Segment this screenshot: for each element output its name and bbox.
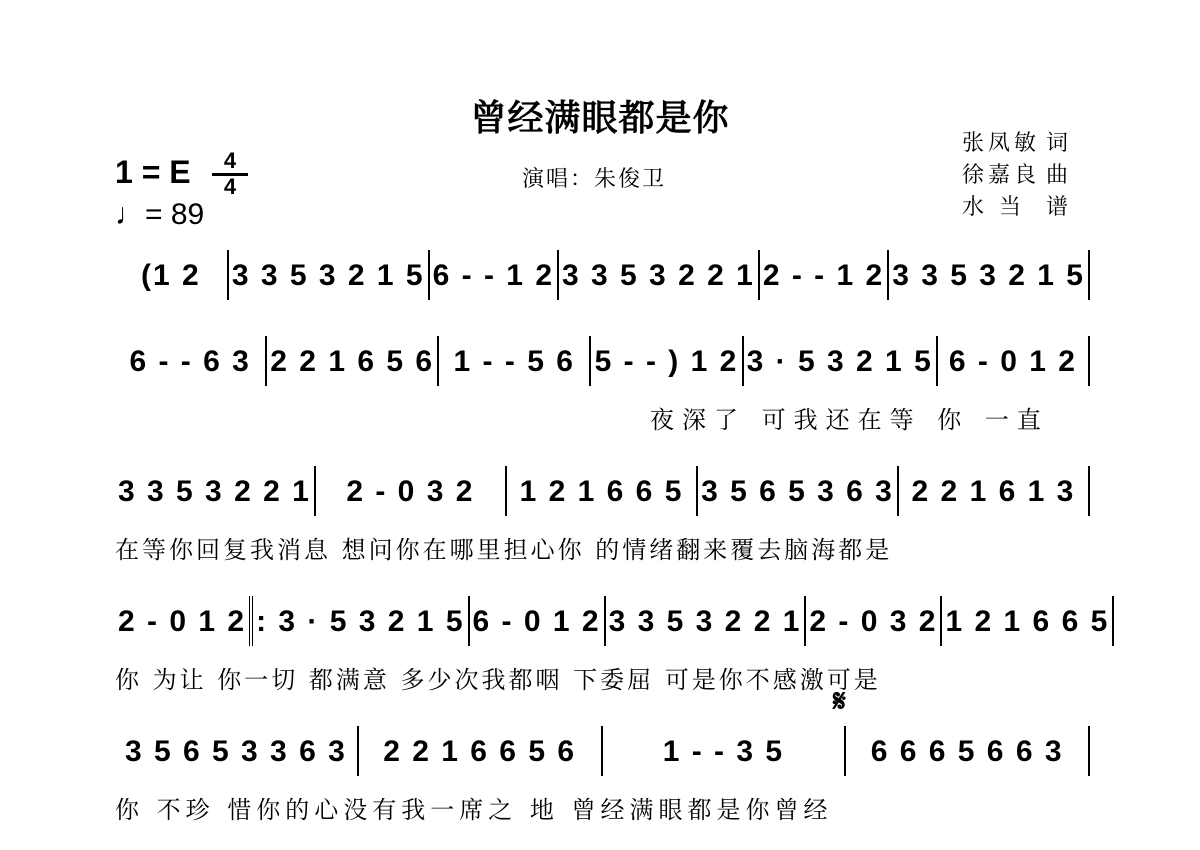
credit-role: 词: [1046, 131, 1069, 156]
measure-notes: 2 2 1 6 6 5 6: [383, 735, 577, 768]
measure: [606, 596, 807, 646]
measure-notes: 6 - 0 1 2: [472, 605, 601, 638]
measure-notes: 1 - - 5 6: [453, 345, 575, 378]
measure-notes: 3 3 5 3 2 2 1: [608, 605, 802, 638]
measure: [603, 726, 847, 776]
measure: [430, 250, 559, 300]
music-system-4: [115, 596, 1110, 646]
singer-credit: 演唱：朱俊卫: [522, 167, 667, 192]
measure-notes: 2 - 0 1 2: [118, 605, 247, 638]
measure-notes: 3 3 5 3 2 2 1: [118, 475, 311, 508]
measure: [899, 466, 1090, 516]
measure-notes: 6 - - 6 3: [129, 345, 251, 378]
measure-notes: 2 - 0 3 2: [809, 605, 938, 638]
measure-notes: 2 - - 1 2: [762, 259, 885, 292]
credit-role: 谱: [1046, 195, 1069, 220]
measure: [115, 466, 316, 516]
measure-notes: 3 5 6 5 3 3 6 3: [124, 735, 347, 768]
measure-notes: 3 3 5 3 2 2 1: [562, 259, 755, 292]
measure-notes: 6 - 0 1 2: [948, 345, 1077, 378]
measure: [115, 596, 253, 646]
credit-role: 曲: [1046, 163, 1069, 188]
measure-notes: 3 3 5 3 2 1 5: [892, 259, 1085, 292]
credits-block: [962, 128, 1076, 224]
credit-lyricist: [962, 128, 1076, 160]
credit-name: 徐嘉良: [962, 163, 1041, 188]
measure-notes: 5 - - ) 1 2: [594, 345, 739, 378]
credit-composer: [962, 160, 1076, 192]
measure: [889, 250, 1090, 300]
measure: [115, 250, 229, 300]
lyrics-line-5: 你 不珍 惜你的心没有我一席之 地 曾经满眼都是你曾经: [115, 796, 833, 824]
measure: [470, 596, 606, 646]
measure: [115, 336, 267, 386]
music-system-5: [115, 726, 1090, 776]
measure-notes: 3 3 5 3 2 1 5: [231, 259, 425, 292]
measure-notes: 2 - 0 3 2: [346, 475, 475, 508]
time-signature-top: 4: [212, 150, 248, 176]
measure: [316, 466, 507, 516]
measure: [359, 726, 603, 776]
credit-name: 张凤敏: [962, 131, 1041, 156]
measure-notes: 1 2 1 6 6 5: [519, 475, 684, 508]
music-system-2: [115, 336, 1090, 386]
measure: [115, 726, 359, 776]
song-title: 曾经满眼都是你: [470, 98, 730, 139]
measure: [938, 336, 1090, 386]
measure-notes: 2 2 1 6 1 3: [911, 475, 1076, 508]
key-signature: 1 = E: [115, 154, 191, 190]
measure-notes: 3 · 5 3 2 1 5: [746, 345, 933, 378]
segno-sign: 𝄋: [833, 684, 846, 719]
measure-notes: 1 - - 3 5: [662, 735, 785, 768]
measure: [253, 596, 469, 646]
lyrics-line-2: 夜深了 可我还在等 你 一直: [650, 406, 1049, 434]
measure: [806, 596, 942, 646]
measure: [744, 336, 938, 386]
measure-notes: 1 2 1 6 6 5: [945, 605, 1110, 638]
measure: [229, 250, 430, 300]
time-signature-bottom: 4: [223, 174, 237, 199]
lyrics-line-4: 你 为让 你一切 都满意 多少次我都咽 下委屈 可是你不感激可是: [115, 666, 881, 694]
credit-transcriber: [962, 192, 1076, 224]
measure: [439, 336, 591, 386]
measure: [760, 250, 889, 300]
measure-notes: : 3 · 5 3 2 1 5: [256, 605, 465, 638]
measure: [942, 596, 1114, 646]
tempo-marking: ♩= 89: [115, 198, 205, 231]
measure: [559, 250, 760, 300]
measure: [507, 466, 698, 516]
music-system-3: [115, 466, 1090, 516]
measure-notes: 3 5 6 5 3 6 3: [701, 475, 894, 508]
measure: [591, 336, 743, 386]
lyrics-line-3: 在等你回复我消息 想问你在哪里担心你 的情绪翻来覆去脑海都是: [115, 536, 893, 564]
credit-name: 水 当: [962, 195, 1025, 220]
measure: [267, 336, 439, 386]
music-system-1: [115, 250, 1090, 300]
measure-notes: 6 - - 1 2: [432, 259, 554, 292]
measure: [846, 726, 1090, 776]
measure: [698, 466, 899, 516]
measure-notes: (1 2: [141, 259, 201, 292]
time-signature: [212, 150, 248, 198]
measure-notes: 6 6 6 5 6 6 3: [870, 735, 1064, 768]
measure-notes: 2 2 1 6 5 6: [270, 345, 435, 378]
